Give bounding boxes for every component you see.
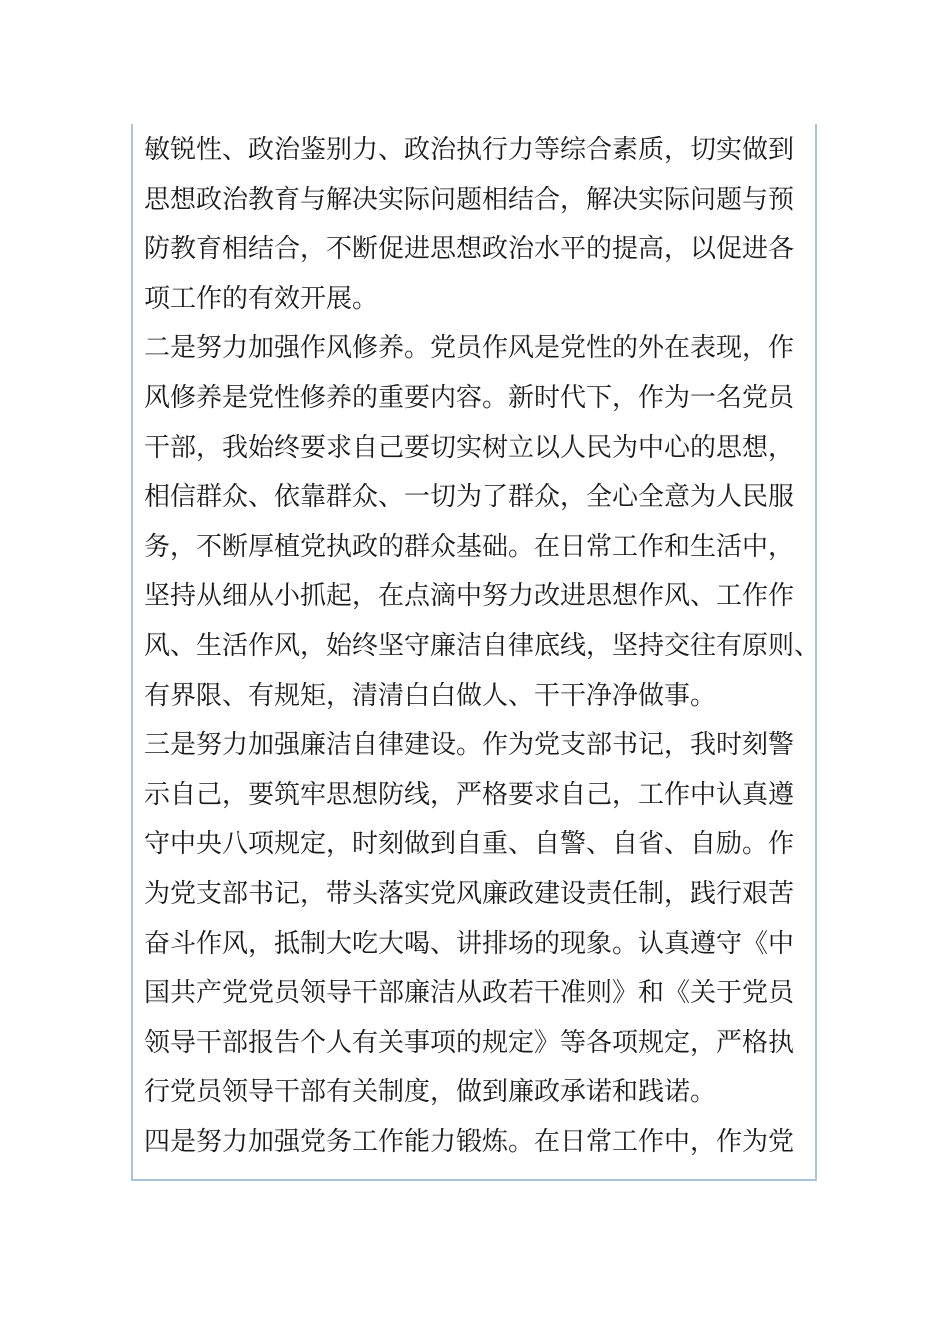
text-line: 思想政治教育与解决实际问题相结合，解决实际问题与预 [144, 184, 795, 215]
text-line: 奋斗作风，抵制大吃大喝、讲排场的现象。认真遵守《中 [144, 928, 795, 959]
text-line: 领导干部报告个人有关事项的规定》等各项规定，严格执 [144, 1027, 795, 1058]
text-line: 防教育相结合，不断促进思想政治水平的提高，以促进各 [144, 234, 795, 265]
text-line: 国共产党党员领导干部廉洁从政若干准则》和《关于党员 [144, 978, 795, 1009]
text-line: 坚持从细从小抓起，在点滴中努力改进思想作风、工作作 [144, 581, 795, 612]
text-line: 相信群众、依靠群众、一切为了群众，全心全意为人民服 [144, 482, 795, 513]
text-line: 务，不断厚植党执政的群众基础。在日常工作和生活中， [144, 531, 795, 562]
text-line: 敏锐性、政治鉴别力、政治执行力等综合素质，切实做到 [144, 135, 795, 165]
text-line: 守中央八项规定，时刻做到自重、自警、自省、自励。作 [144, 829, 795, 860]
paragraph-two-start: 二是努力加强作风修养。党员作风是党性的外在表现，作 [144, 333, 795, 364]
text-line: 示自己，要筑牢思想防线，严格要求自己，工作中认真遵 [144, 779, 795, 810]
text-line: 风、生活作风，始终坚守廉洁自律底线，坚持交往有原则、 [144, 630, 821, 661]
paragraph-four-start: 四是努力加强党务工作能力锻炼。在日常工作中，作为党 [144, 1126, 795, 1157]
text-line: 风修养是党性修养的重要内容。新时代下，作为一名党员 [144, 382, 795, 413]
text-line: 为党支部书记，带头落实党风廉政建设责任制，践行艰苦 [144, 878, 795, 909]
text-line: 干部，我始终要求自己要切实树立以人民为中心的思想， [144, 432, 795, 463]
body-text [144, 126, 821, 1167]
text-line: 行党员领导干部有关制度，做到廉政承诺和践诺。 [144, 1077, 717, 1108]
text-line: 有界限、有规矩，清清白白做人、干干净净做事。 [144, 680, 717, 711]
text-line: 项工作的有效开展。 [144, 283, 379, 314]
paragraph-three-start: 三是努力加强廉洁自律建设。作为党支部书记，我时刻警 [144, 730, 795, 761]
